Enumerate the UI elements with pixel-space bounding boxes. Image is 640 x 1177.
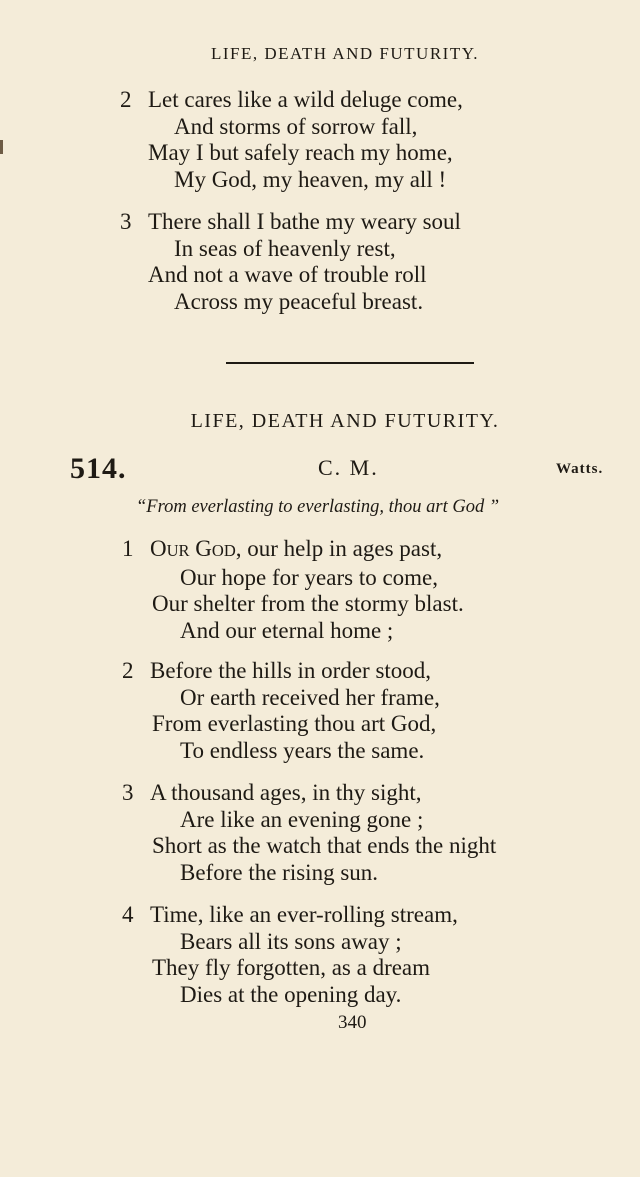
verse-line: Let cares like a wild deluge come, (148, 87, 463, 112)
running-head: LIFE, DEATH AND FUTURITY. (210, 44, 480, 63)
verse-line: Short as the watch that ends the night (152, 833, 497, 858)
verse-line: And storms of sorrow fall, (174, 113, 418, 139)
verse-line: And not a wave of trouble roll (148, 262, 427, 287)
stanza-4 (122, 902, 458, 1008)
stanza-number: 4 (122, 902, 134, 927)
page-number: 340 (338, 1012, 367, 1033)
verse-line: Across my peaceful breast. (174, 288, 424, 314)
stanza-number: 3 (120, 209, 132, 234)
verse-line: Our hope for years to come, (180, 564, 439, 590)
verse-line: Are like an evening gone ; (180, 806, 424, 832)
hymn-meter: C. M. (318, 455, 379, 480)
verse-line: And our eternal home ; (180, 617, 394, 643)
verse-line: Time, like an ever-rolling stream, (150, 902, 458, 927)
verse-line: A thousand ages, in thy sight, (150, 780, 422, 805)
stanza-number: 2 (120, 87, 132, 112)
verse-line: From everlasting thou art God, (152, 711, 437, 736)
verse-line: Before the hills in order stood, (150, 658, 432, 683)
verse-line: My God, my heaven, my all ! (174, 166, 447, 192)
page-edge-mark (0, 140, 3, 154)
stanza-1 (122, 536, 464, 644)
verse-line: Bears all its sons away ; (180, 928, 402, 954)
verse-line: To endless years the same. (180, 737, 425, 763)
previous-stanza-2 (120, 87, 463, 193)
stanza-number: 3 (122, 780, 134, 805)
previous-stanza-3 (120, 209, 461, 315)
verse-line: There shall I bathe my weary soul (148, 209, 461, 234)
epigraph: “From everlasting to everlasting, thou art God ” (136, 497, 500, 517)
verse-line: They fly forgotten, as a dream (152, 955, 431, 980)
hymn-author: Watts. (556, 461, 604, 477)
verse-line: Our shelter from the stormy blast. (152, 591, 464, 616)
verse-line: In seas of heavenly rest, (174, 235, 396, 261)
stanza-2 (122, 658, 440, 764)
stanza-3 (122, 780, 496, 886)
hymn-number: 514. (70, 452, 127, 485)
verse-line: 1 OUR GOD, our help in ages past, (122, 536, 443, 561)
stanza-number: 2 (122, 658, 134, 683)
section-heading: LIFE, DEATH AND FUTURITY. (190, 410, 500, 432)
verse-line: Or earth received her frame, (180, 684, 440, 710)
verse-line: Dies at the opening day. (180, 981, 402, 1007)
section-divider (226, 362, 474, 364)
verse-line: Before the rising sun. (180, 859, 379, 885)
verse-line: May I but safely reach my home, (148, 140, 453, 165)
stanza-number: 1 (122, 536, 134, 561)
